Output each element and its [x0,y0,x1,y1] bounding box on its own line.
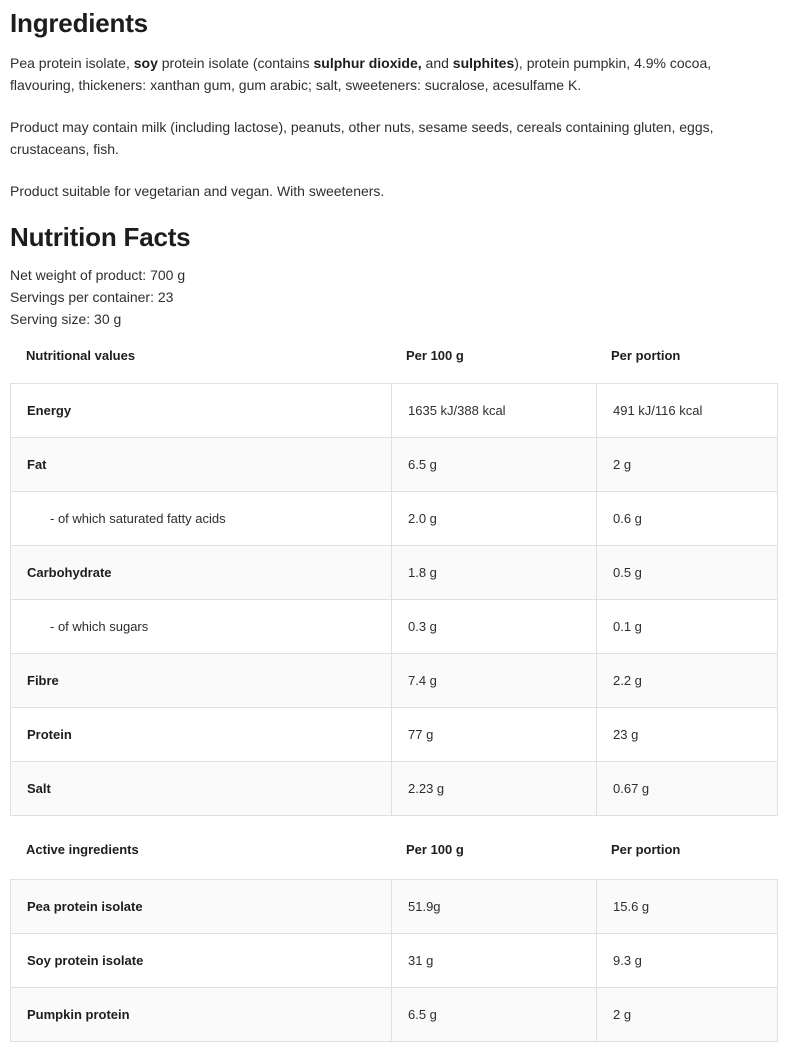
row-label: - of which saturated fatty acids [50,511,226,526]
column-header-per-portion: Per portion [611,348,681,363]
value-per-portion: 0.6 g [596,492,777,545]
table-row [11,545,777,599]
row-label: Energy [27,403,72,418]
nutrition-facts-heading: Nutrition Facts [10,222,191,252]
value-per-portion: 0.5 g [596,546,777,599]
value-per-100g: 0.3 g [391,600,596,653]
text-segment: ), protein pumpkin, 4.9% cocoa, flavouring, thickeners: xanthan gum, gum arabic; salt, sweeteners: sucralose, acesulfame K. [10,55,712,93]
value-per-portion: 2 g [596,988,777,1041]
table-row [11,761,777,815]
row-label: - of which sugars [50,619,149,634]
ingredients-composition [10,52,778,96]
table-row [11,437,777,491]
table-row [11,880,777,933]
value-per-100g: 31 g [391,934,596,987]
emphasized-ingredient: sulphites [452,55,515,71]
text-segment: and [421,55,453,71]
value-per-portion: 2 g [596,438,777,491]
active-ingredients-table [10,820,778,1042]
text-segment: Pea protein isolate, [10,55,134,71]
active-ingredients-table-body [10,879,778,1042]
value-per-portion: 491 kJ/116 kcal [596,384,777,437]
value-per-100g: 2.0 g [391,492,596,545]
emphasized-ingredient: sulphur dioxide, [313,55,422,71]
table-header-row [10,820,778,879]
value-per-portion: 9.3 g [596,934,777,987]
value-per-portion: 2.2 g [596,654,777,707]
table-row [11,933,777,987]
value-per-portion: 23 g [596,708,777,761]
column-header-per-100g: Per 100 g [406,842,464,857]
value-per-100g: 1.8 g [391,546,596,599]
serving-info [10,264,778,330]
value-per-portion: 0.1 g [596,600,777,653]
nutrition-values-table-body [10,383,778,816]
table-row [11,987,777,1041]
value-per-100g: 1635 kJ/388 kcal [391,384,596,437]
allergen-warning: Product may contain milk (including lactose), peanuts, other nuts, sesame seeds, cereals containing gluten, eggs, crustaceans, fish. [10,119,714,157]
row-label: Pumpkin protein [27,1007,130,1022]
column-header-active-ingredients: Active ingredients [26,842,139,857]
value-per-100g: 7.4 g [391,654,596,707]
text-segment: protein isolate (contains [157,55,314,71]
column-header-nutritional-values: Nutritional values [26,348,136,363]
value-per-100g: 2.23 g [391,762,596,815]
emphasized-ingredient: soy [133,55,158,71]
table-header-row [10,334,778,383]
row-label: Salt [27,781,51,796]
row-label: Fat [27,457,47,472]
row-label: Pea protein isolate [27,899,143,914]
value-per-100g: 6.5 g [391,988,596,1041]
nutrition-values-table [10,334,778,816]
dietary-suitability: Product suitable for vegetarian and vegan. With sweeteners. [10,183,385,199]
row-label: Protein [27,727,72,742]
column-header-per-portion: Per portion [611,842,681,857]
value-per-100g: 6.5 g [391,438,596,491]
column-header-per-100g: Per 100 g [406,348,464,363]
table-row [11,599,777,653]
value-per-portion: 15.6 g [596,880,777,933]
ingredients-heading: Ingredients [10,8,148,38]
table-row [11,707,777,761]
table-row [11,653,777,707]
value-per-100g: 51.9g [391,880,596,933]
serving-size: Serving size: 30 g [10,311,122,327]
table-row [11,491,777,545]
value-per-100g: 77 g [391,708,596,761]
row-label: Soy protein isolate [27,953,144,968]
row-label: Carbohydrate [27,565,112,580]
value-per-portion: 0.67 g [596,762,777,815]
net-weight: Net weight of product: 700 g [10,267,186,283]
table-row [11,384,777,437]
servings-per-container: Servings per container: 23 [10,289,174,305]
row-label: Fibre [27,673,59,688]
